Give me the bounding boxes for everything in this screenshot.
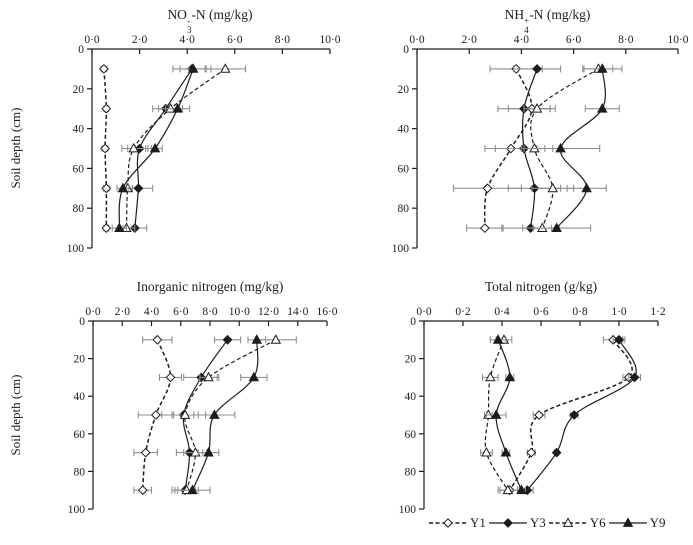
title-subsup: - 3	[186, 16, 192, 35]
diamond-open-marker-icon	[166, 373, 174, 381]
diamond-open-marker-icon	[152, 411, 160, 419]
series-Y1	[100, 65, 111, 233]
svg-text:60: 60	[72, 163, 84, 176]
svg-text:40: 40	[404, 391, 416, 404]
legend-label-y1: Y1	[470, 515, 486, 530]
diamond-open-marker-icon	[527, 448, 535, 456]
svg-text:60: 60	[397, 163, 409, 176]
triangle-open-marker-icon	[486, 373, 495, 381]
tick-labels	[68, 306, 338, 516]
svg-text:0·4: 0·4	[494, 306, 510, 318]
svg-text:40: 40	[397, 123, 409, 136]
svg-text:0·8: 0·8	[572, 306, 588, 318]
legend-label-y6: Y6	[589, 515, 606, 530]
svg-text:0·0: 0·0	[409, 34, 425, 46]
diamond-filled-marker-icon	[615, 336, 623, 344]
svg-text:16·0: 16·0	[316, 306, 338, 318]
error-bars	[500, 336, 635, 493]
svg-text:12·0: 12·0	[257, 306, 280, 318]
svg-text:20: 20	[404, 353, 416, 366]
series-Y9	[521, 64, 622, 231]
triangle-filled-marker-icon	[505, 373, 514, 381]
triangle-open-marker-icon	[221, 64, 230, 72]
svg-text:6·0: 6·0	[565, 34, 582, 46]
series-Y9	[486, 335, 526, 494]
legend-sample-y9-icon	[608, 516, 648, 530]
svg-text:6·0: 6·0	[227, 34, 243, 46]
y-axis-label-bottom: Soil depth (cm)	[8, 374, 23, 456]
legend-label-y3: Y3	[529, 515, 546, 530]
diamond-filled-marker-icon	[533, 65, 541, 73]
legend	[428, 515, 668, 531]
triangle-open-marker-icon	[482, 448, 491, 456]
title-rest: -N (mg/kg)	[529, 7, 591, 22]
svg-text:80: 80	[72, 203, 84, 216]
svg-text:40: 40	[73, 391, 85, 404]
legend-item-y9	[608, 515, 668, 531]
chart-nh4-plot	[380, 28, 693, 263]
svg-text:100: 100	[398, 504, 416, 516]
svg-text:0·2: 0·2	[455, 306, 471, 318]
svg-text:100: 100	[66, 243, 84, 255]
svg-text:80: 80	[73, 466, 85, 479]
diamond-open-marker-icon	[483, 184, 491, 192]
svg-text:20: 20	[72, 83, 84, 96]
legend-sample-y3-icon	[488, 516, 528, 530]
triangle-filled-marker-icon	[556, 144, 565, 152]
diamond-open-marker-icon	[139, 486, 147, 494]
svg-text:10·0: 10·0	[667, 34, 689, 46]
svg-text:20: 20	[73, 353, 85, 366]
svg-text:4·0: 4·0	[513, 34, 530, 46]
error-bars	[521, 65, 622, 231]
svg-text:60: 60	[404, 428, 416, 441]
svg-text:10·0: 10·0	[319, 34, 341, 46]
title-base: Total nitrogen (g/kg)	[484, 279, 598, 294]
triangle-filled-marker-icon	[249, 373, 258, 381]
diamond-open-marker-icon	[481, 224, 489, 232]
svg-text:4·0: 4·0	[143, 306, 160, 318]
triangle-filled-marker-icon	[502, 448, 511, 456]
diamond-open-marker-icon	[141, 448, 149, 456]
legend-item-y6	[548, 515, 608, 531]
chart-title-inorganic	[93, 279, 327, 295]
triangle-open-marker-icon	[484, 410, 493, 418]
svg-text:0·0: 0·0	[85, 306, 101, 318]
title-rest: -N (mg/kg)	[191, 7, 253, 22]
svg-text:0·6: 0·6	[533, 306, 549, 318]
triangle-open-marker-icon	[548, 184, 557, 192]
svg-text:40: 40	[72, 123, 84, 136]
svg-text:4·0: 4·0	[179, 34, 195, 46]
svg-text:0: 0	[79, 316, 85, 328]
svg-text:0·0: 0·0	[416, 306, 432, 318]
svg-text:0: 0	[78, 44, 84, 56]
title-base: Inorganic nitrogen (mg/kg)	[136, 279, 284, 294]
title-subsup: + 4	[524, 16, 530, 35]
chart-inorganic-plot	[40, 300, 350, 540]
svg-text:0: 0	[410, 316, 416, 328]
chart-total-plot	[380, 300, 693, 540]
svg-text:60: 60	[73, 428, 85, 441]
svg-text:100: 100	[67, 504, 85, 516]
diamond-filled-marker-icon	[504, 519, 512, 527]
tick-labels	[392, 34, 689, 255]
chart-no3-plot	[40, 28, 350, 263]
y-axis-label-top: Soil depth (cm)	[8, 107, 23, 189]
svg-text:1·0: 1·0	[611, 306, 627, 318]
svg-text:100: 100	[391, 243, 409, 255]
triangle-filled-marker-icon	[598, 104, 607, 112]
legend-label-y9: Y9	[649, 515, 666, 530]
triangle-open-marker-icon	[538, 224, 547, 232]
legend-item-y1	[428, 515, 488, 531]
diamond-open-marker-icon	[444, 519, 452, 527]
svg-text:8·0: 8·0	[274, 34, 291, 46]
svg-text:10·0: 10·0	[228, 306, 250, 318]
diamond-filled-marker-icon	[552, 448, 560, 456]
svg-text:80: 80	[397, 203, 409, 216]
svg-text:20: 20	[397, 83, 409, 96]
svg-text:0: 0	[403, 44, 409, 56]
svg-text:80: 80	[404, 466, 416, 479]
title-base: NH	[504, 7, 525, 22]
svg-text:8·0: 8·0	[202, 306, 218, 318]
svg-text:2·0: 2·0	[461, 34, 477, 46]
title-base: NO	[167, 7, 187, 22]
chart-title-total	[424, 279, 658, 295]
triangle-filled-marker-icon	[252, 335, 261, 343]
legend-sample-y6-icon	[548, 516, 588, 530]
svg-text:0·0: 0·0	[84, 34, 100, 46]
svg-text:2·0: 2·0	[114, 306, 130, 318]
triangle-open-marker-icon	[271, 335, 280, 343]
legend-sample-y1-icon	[428, 516, 468, 530]
triangle-filled-marker-icon	[492, 410, 501, 418]
svg-text:6·0: 6·0	[173, 306, 189, 318]
triangle-filled-marker-icon	[204, 448, 213, 456]
diamond-open-marker-icon	[153, 336, 161, 344]
triangle-filled-marker-icon	[582, 184, 591, 192]
svg-text:2·0: 2·0	[131, 34, 148, 46]
diamond-filled-marker-icon	[134, 184, 142, 192]
svg-text:8·0: 8·0	[618, 34, 634, 46]
legend-item-y3	[488, 515, 548, 531]
svg-text:1·2: 1·2	[650, 306, 666, 318]
tick-labels	[67, 34, 341, 255]
svg-text:14·0: 14·0	[287, 306, 309, 318]
series-Y1	[500, 336, 635, 495]
diamond-filled-marker-icon	[223, 336, 231, 344]
